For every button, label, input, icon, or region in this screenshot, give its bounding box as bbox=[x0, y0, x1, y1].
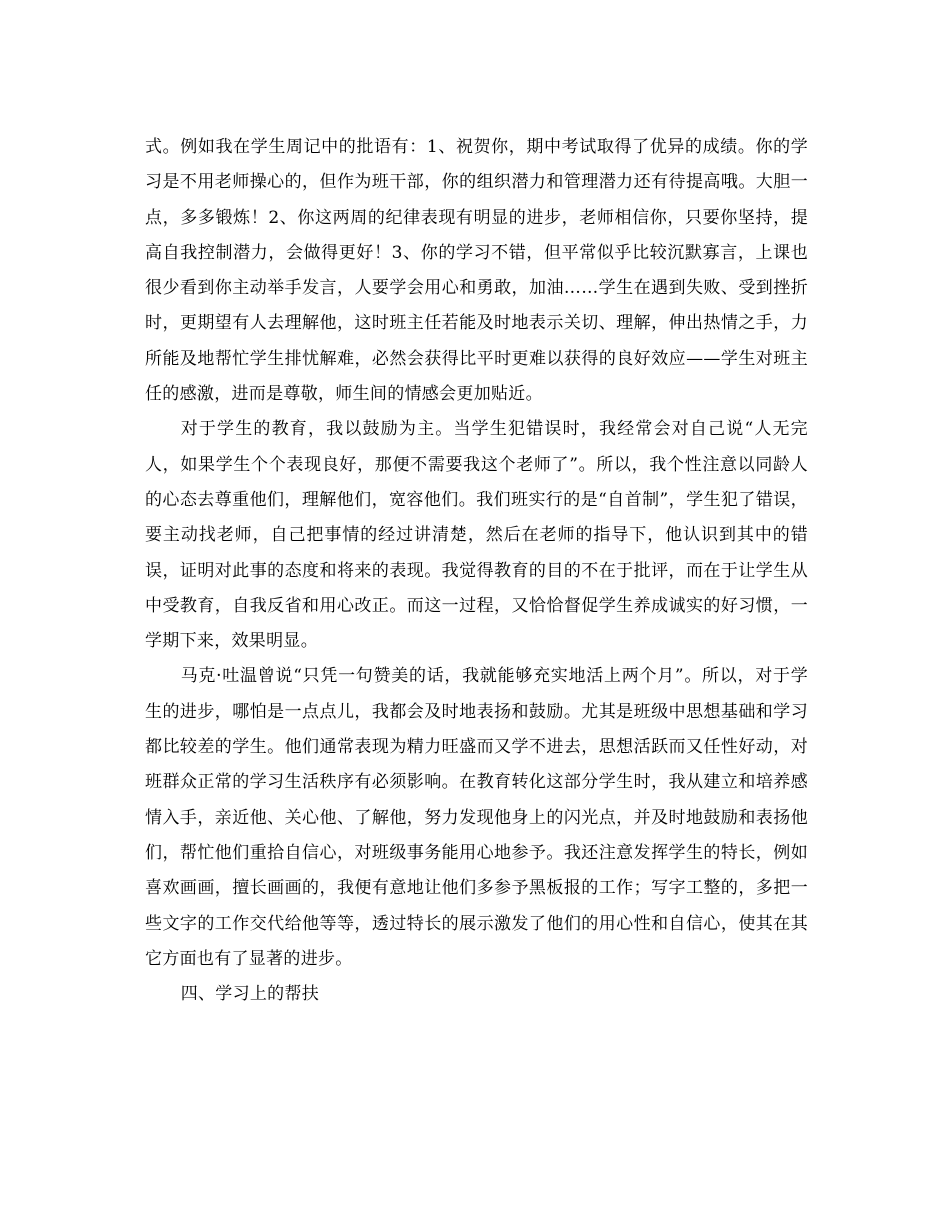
paragraph-2: 对于学生的教育，我以鼓励为主。当学生犯错误时，我经常会对自己说“人无完人，如果学生个个表现良好，那便不需要我这个老师了”。所以，我个性注意以同龄人的心态去尊重他们，理解他们，宽容他们。我们班实行的是“自首制”，学生犯了错误，要主动找老师，自己把事情的经过讲清楚，然后在老师的指导下，他认识到其中的错误，证明对此事的态度和将来的表现。我觉得教育的目的不在于批评，而在于让学生从中受教育，自我反省和用心改正。而这一过程，又恰恰督促学生养成诚实的好习惯，一学期下来，效果明显。 bbox=[145, 419, 808, 652]
paragraph-3: 马克·吐温曾说“只凭一句赞美的话，我就能够充实地活上两个月”。所以，对于学生的进步，哪怕是一点点儿，我都会及时地表扬和鼓励。尤其是班级中思想基础和学习都比较差的学生。他们通常表现为精力旺盛而又学不进去，思想活跃而又任性好动，对班群众正常的学习生活秩序有必须影响。在教育转化这部分学生时，我从建立和培养感情入手，亲近他、关心他、了解他，努力发现他身上的闪光点，并及时地鼓励和表扬他们，帮忙他们重拾自信心，对班级事务能用心地参予。我还注意发挥学生的特长，例如喜欢画画，擅长画画的，我便有意地让他们多参予黑板报的工作；写字工整的，多把一些文字的工作交代给他等等，透过特长的展示激发了他们的用心性和自信心，使其在其它方面也有了显著的进步。 bbox=[145, 666, 808, 969]
paragraph-1: 式。例如我在学生周记中的批语有：1、祝贺你，期中考试取得了优异的成绩。你的学习是不用老师操心的，但作为班干部，你的组织潜力和管理潜力还有待提高哦。大胆一点，多多锻炼！2、你这两周的纪律表现有明显的进步，老师相信你，只要你坚持，提高自我控制潜力，会做得更好！3、你的学习不错，但平常似乎比较沉默寡言，上课也很少看到你主动举手发言，人要学会用心和勇敢，加油……学生在遇到失败、受到挫折时，更期望有人去理解他，这时班主任若能及时地表示关切、理解，伸出热情之手，力所能及地帮忙学生排忧解难，必然会获得比平时更难以获得的良好效应——学生对班主任的感激，进而是尊敬，师生间的情感会更加贴近。 bbox=[145, 137, 808, 405]
section-heading: 四、学习上的帮扶 bbox=[180, 984, 320, 1005]
document-body bbox=[145, 130, 808, 1012]
